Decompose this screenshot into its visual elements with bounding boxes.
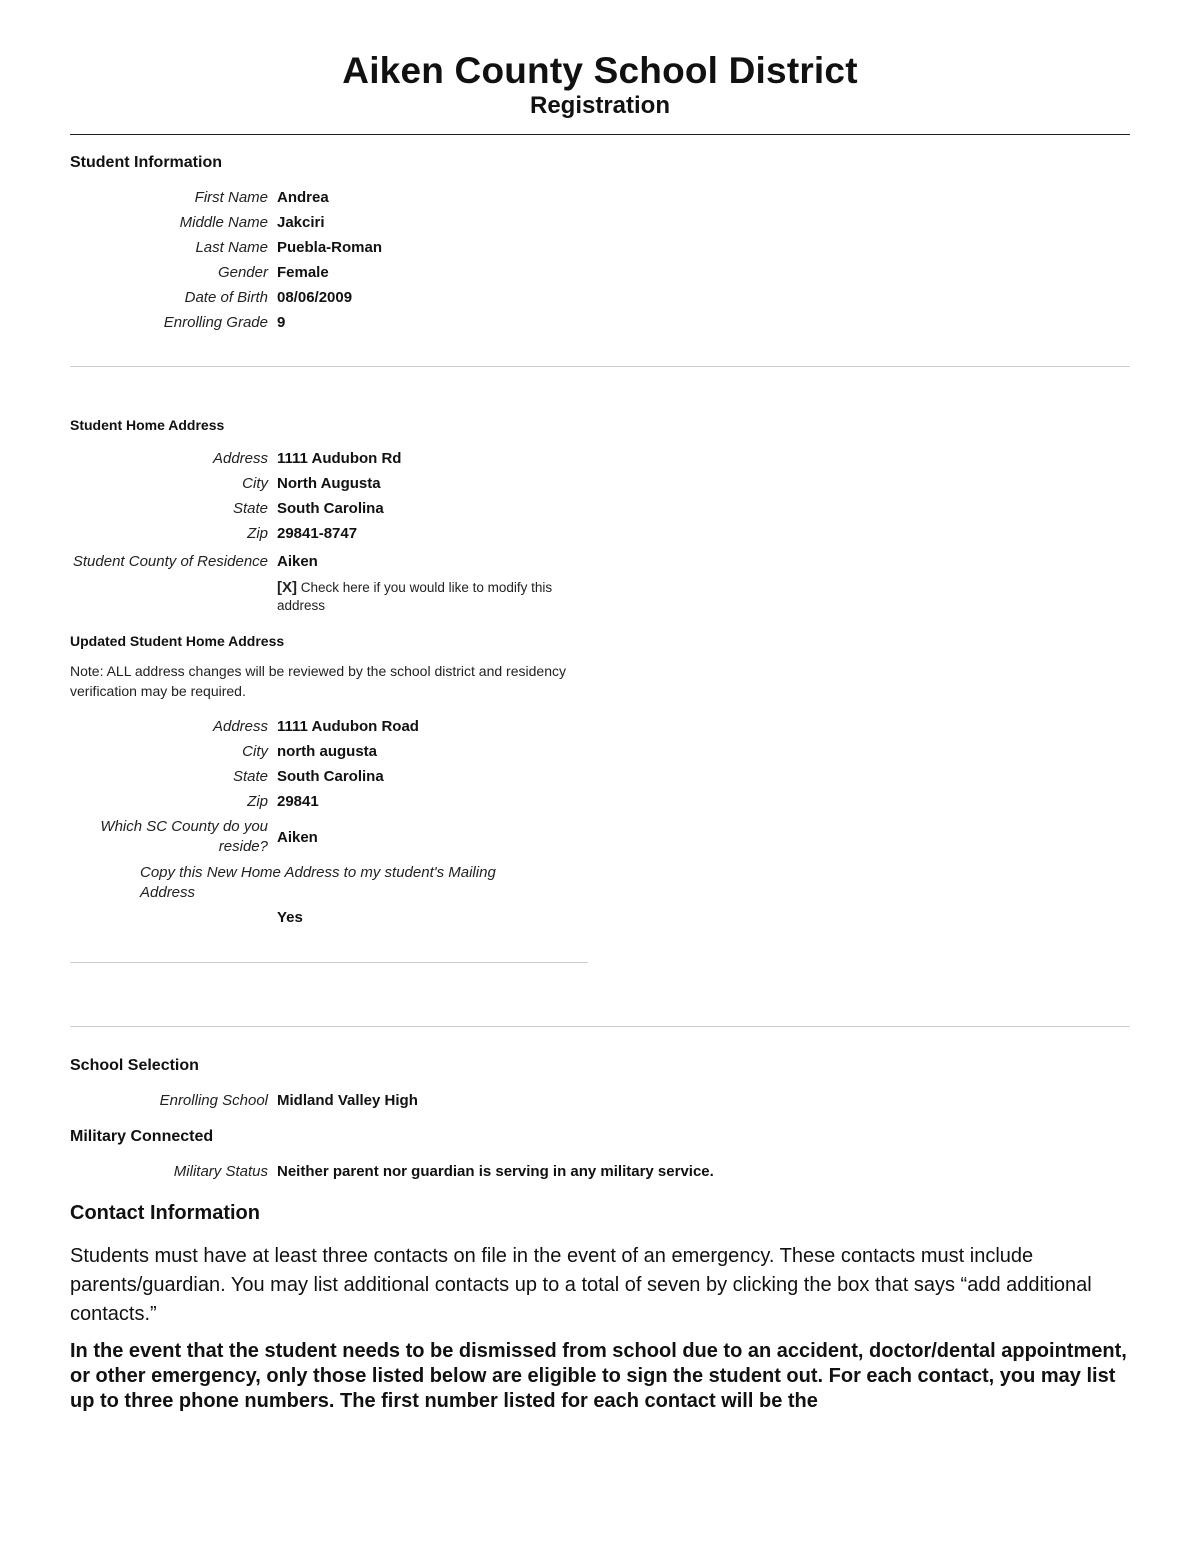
field-value: 9	[277, 314, 286, 331]
field-value: 29841	[277, 793, 319, 810]
checkbox-mark: [X]	[277, 579, 297, 596]
field-label: Last Name	[195, 238, 268, 256]
field-row	[70, 235, 1130, 260]
contact-information-section	[70, 1184, 1130, 1414]
field-value: north augusta	[277, 743, 377, 760]
address-change-note: Note: ALL address changes will be reviewed by the school district and residency verification may be required.	[70, 663, 566, 699]
field-row	[70, 789, 588, 814]
field-row	[70, 496, 588, 521]
field-label: Zip	[247, 524, 268, 542]
field-row	[70, 260, 1130, 285]
field-label: City	[242, 474, 268, 492]
contact-paragraph: Students must have at least three contacts on file in the event of an emergency. These contacts must include parents/guardian. You may list additional contacts up to a total of seven by clicking the box that says “add additional contacts.”	[70, 1245, 1092, 1325]
field-row	[70, 471, 588, 496]
student-information-section	[70, 135, 1130, 335]
field-label: Enrolling Grade	[163, 313, 268, 331]
field-label: Student County of Residence	[72, 552, 268, 570]
field-label: Gender	[217, 263, 268, 281]
document-header	[70, 0, 1130, 120]
field-row	[70, 210, 1130, 235]
field-label: State	[232, 767, 268, 785]
field-label: Address	[212, 717, 268, 735]
field-value: North Augusta	[277, 475, 381, 492]
field-value: Female	[277, 264, 329, 281]
field-value: Andrea	[277, 189, 329, 206]
field-label: Which SC County do you reside?	[100, 818, 268, 855]
copy-address-label: Copy this New Home Address to my student's Mailing Address	[140, 864, 496, 901]
field-label: City	[242, 742, 268, 760]
field-value: Jakciri	[277, 214, 325, 231]
field-label: Address	[212, 449, 268, 467]
checkbox-label: Check here if you would like to modify this address	[277, 580, 553, 613]
field-row	[70, 764, 588, 789]
military-section	[70, 1113, 1130, 1184]
field-label: Military Status	[173, 1162, 268, 1180]
form-subtitle: Registration	[529, 92, 670, 119]
field-label: Date of Birth	[184, 288, 268, 306]
dismissal-paragraph: In the event that the student needs to be dismissed from school due to an accident, doctor/dental appointment, or other emergency, only those listed below are eligible to sign the student out. For each contact, you may list up to three phone numbers. The first number listed for each contact will be the	[70, 1340, 1127, 1412]
field-label: Zip	[247, 792, 268, 810]
field-value: 29841-8747	[277, 525, 358, 542]
section-title: Student Information	[70, 154, 222, 171]
field-label: Middle Name	[179, 213, 268, 231]
field-value: South Carolina	[277, 768, 384, 785]
field-row	[70, 1159, 1130, 1184]
section-title: Contact Information	[70, 1202, 260, 1224]
field-value: Puebla-Roman	[277, 239, 383, 256]
field-row	[70, 285, 1130, 310]
field-row	[70, 905, 588, 930]
field-label: First Name	[194, 188, 268, 206]
field-row	[70, 714, 588, 739]
district-title: Aiken County School District	[342, 50, 858, 91]
field-row	[70, 549, 588, 574]
modify-address-row	[70, 579, 588, 615]
field-row	[70, 446, 588, 471]
field-row	[70, 739, 588, 764]
field-row	[70, 310, 1130, 335]
home-address-section	[70, 367, 588, 930]
copy-address-value: Yes	[277, 909, 303, 926]
field-row	[70, 185, 1130, 210]
section-title: Student Home Address	[70, 417, 225, 433]
school-selection-section	[70, 1027, 1130, 1113]
field-value: 1111 Audubon Road	[277, 718, 419, 735]
section-title: Updated Student Home Address	[70, 633, 285, 649]
section-divider	[70, 962, 588, 963]
field-value: 1111 Audubon Rd	[277, 450, 402, 467]
section-title: Military Connected	[70, 1128, 214, 1145]
registration-page	[70, 0, 1130, 1414]
field-row	[70, 1088, 1130, 1113]
field-label: Enrolling School	[159, 1091, 268, 1109]
field-row	[70, 817, 588, 857]
field-value: Midland Valley High	[277, 1092, 418, 1109]
section-title: School Selection	[70, 1057, 199, 1074]
field-value: Neither parent nor guardian is serving in any military service.	[277, 1163, 714, 1180]
modify-address-checkbox[interactable]	[277, 579, 587, 615]
field-value: Aiken	[277, 553, 318, 570]
field-value: Aiken	[277, 828, 318, 846]
field-value: 08/06/2009	[277, 289, 353, 306]
field-label: State	[232, 499, 268, 517]
field-row	[70, 521, 588, 546]
field-value: South Carolina	[277, 500, 384, 517]
